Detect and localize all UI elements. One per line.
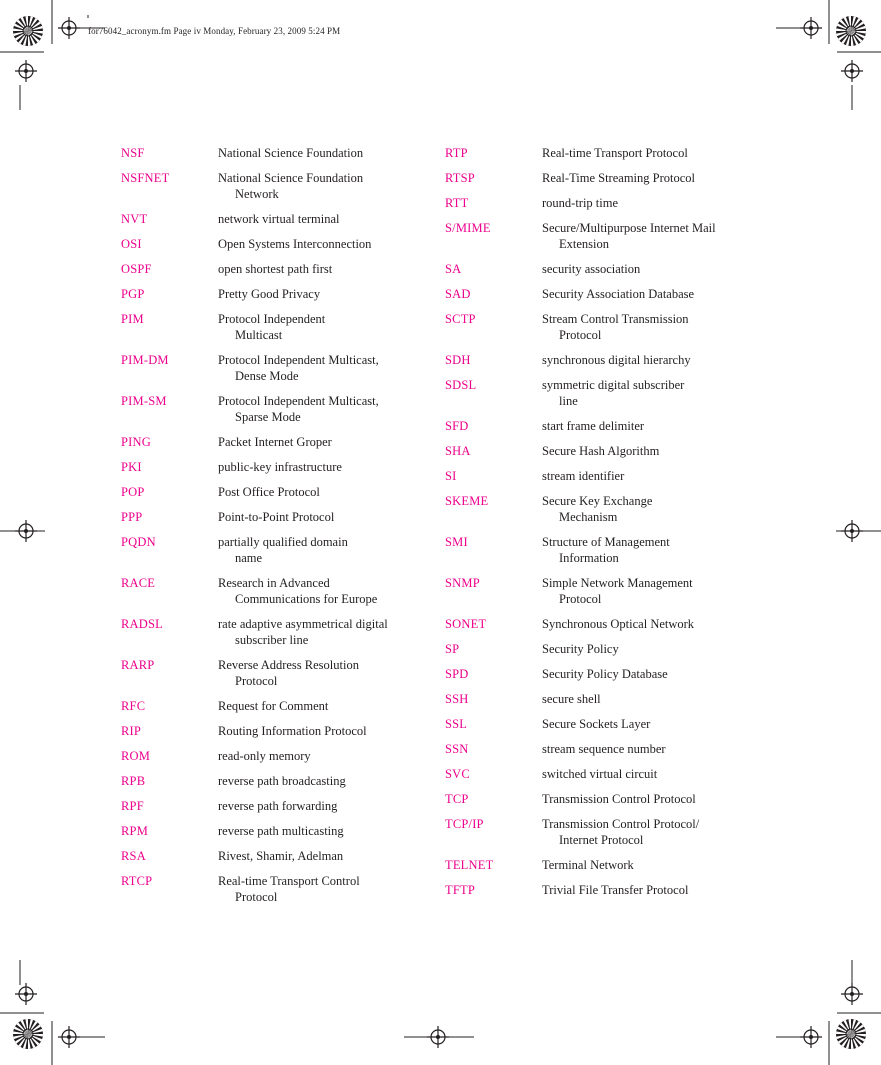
- acronym-entry: [121, 823, 421, 839]
- acronym-abbreviation: RIP: [121, 724, 142, 738]
- acronym-definition: [542, 575, 745, 607]
- definition-line: network virtual terminal: [218, 212, 340, 226]
- definition-line: Security Association Database: [542, 287, 695, 301]
- acronym-entry: [445, 261, 745, 277]
- acronym-entry: [445, 575, 745, 607]
- acronym-entry: [121, 211, 421, 227]
- acronym-abbreviation: NSF: [121, 146, 145, 160]
- acronym-entry: [445, 443, 745, 459]
- acronym-entry: [445, 616, 745, 632]
- definition-line: Packet Internet Groper: [218, 435, 332, 449]
- definition-line: Transmission Control Protocol/: [542, 817, 700, 831]
- acronym-entry: [121, 352, 421, 384]
- acronym-definition: [218, 773, 421, 789]
- acronym-entry: [121, 575, 421, 607]
- acronym-definition: [542, 352, 745, 368]
- acronym-entry: [445, 195, 745, 211]
- acronym-definition: [218, 311, 421, 343]
- acronym-abbreviation: PGP: [121, 287, 145, 301]
- acronym-definition: [542, 534, 745, 566]
- acronym-abbreviation: SSH: [445, 692, 469, 706]
- starburst-target-icon: [13, 16, 43, 46]
- acronym-definition: [542, 616, 745, 632]
- definition-line: Routing Information Protocol: [218, 724, 367, 738]
- acronym-definition: [542, 311, 745, 343]
- acronym-abbreviation: PPP: [121, 510, 143, 524]
- acronym-definition: [542, 857, 745, 873]
- definition-continuation: Protocol: [235, 890, 278, 904]
- acronym-abbreviation: SFD: [445, 419, 469, 433]
- definition-line: Secure Hash Algorithm: [542, 444, 660, 458]
- acronym-definition: [218, 352, 421, 384]
- acronym-entry: [445, 641, 745, 657]
- acronym-abbreviation: OSI: [121, 237, 142, 251]
- definition-line: Research in Advanced: [218, 576, 330, 590]
- acronym-definition: [218, 748, 421, 764]
- acronym-definition: [542, 145, 745, 161]
- acronym-entry: [445, 534, 745, 566]
- definition-line: Synchronous Optical Network: [542, 617, 695, 631]
- acronym-abbreviation: SSL: [445, 717, 468, 731]
- definition-line: reverse path multicasting: [218, 824, 344, 838]
- definition-continuation: Internet Protocol: [559, 833, 644, 847]
- definition-continuation: Extension: [559, 237, 609, 251]
- definition-continuation: Protocol: [559, 328, 602, 342]
- acronym-abbreviation: RPB: [121, 774, 146, 788]
- acronym-entry: [445, 145, 745, 161]
- acronym-entry: [445, 816, 745, 848]
- definition-line: open shortest path first: [218, 262, 333, 276]
- acronym-entry: [121, 509, 421, 525]
- acronym-definition: [218, 484, 421, 500]
- acronym-entry: [121, 616, 421, 648]
- definition-line: Terminal Network: [542, 858, 634, 872]
- acronym-abbreviation: SI: [445, 469, 457, 483]
- definition-line: Stream Control Transmission: [542, 312, 689, 326]
- acronym-abbreviation: PIM-DM: [121, 353, 169, 367]
- acronym-entry: [445, 741, 745, 757]
- acronym-abbreviation: S/MIME: [445, 221, 491, 235]
- definition-continuation: Mechanism: [559, 510, 618, 524]
- acronym-entry: [121, 393, 421, 425]
- acronym-definition: [218, 509, 421, 525]
- acronym-entry: [445, 468, 745, 484]
- acronym-abbreviation: RSA: [121, 849, 146, 863]
- acronym-abbreviation: TFTP: [445, 883, 475, 897]
- acronym-abbreviation: PING: [121, 435, 151, 449]
- acronym-definition: [218, 823, 421, 839]
- definition-line: Protocol Independent Multicast,: [218, 353, 379, 367]
- acronym-definition: [218, 261, 421, 277]
- acronym-definition: [542, 816, 745, 848]
- acronym-definition: [542, 261, 745, 277]
- acronym-definition: [542, 766, 745, 782]
- acronym-entry: [445, 766, 745, 782]
- definition-line: Secure Sockets Layer: [542, 717, 651, 731]
- definition-line: Real-time Transport Control: [218, 874, 360, 888]
- acronym-abbreviation: SONET: [445, 617, 487, 631]
- acronym-definition: [542, 443, 745, 459]
- acronym-entry: [445, 882, 745, 898]
- acronym-abbreviation: SVC: [445, 767, 470, 781]
- acronym-definition: [218, 236, 421, 252]
- acronym-abbreviation: RFC: [121, 699, 146, 713]
- acronym-abbreviation: TCP/IP: [445, 817, 484, 831]
- definition-line: Security Policy Database: [542, 667, 668, 681]
- acronym-entry: [121, 170, 421, 202]
- acronym-entry: [445, 170, 745, 186]
- acronym-abbreviation: RADSL: [121, 617, 163, 631]
- definition-continuation: line: [559, 394, 578, 408]
- acronym-entry: [121, 434, 421, 450]
- acronym-entry: [121, 698, 421, 714]
- acronym-abbreviation: PIM: [121, 312, 144, 326]
- acronym-definition: [542, 641, 745, 657]
- definition-continuation: name: [235, 551, 263, 565]
- acronym-definition: [218, 657, 421, 689]
- definition-line: Transmission Control Protocol: [542, 792, 696, 806]
- acronym-entry: [121, 657, 421, 689]
- acronym-definition: [218, 459, 421, 475]
- acronym-abbreviation: SAD: [445, 287, 471, 301]
- definition-line: Point-to-Point Protocol: [218, 510, 335, 524]
- acronym-entry: [121, 261, 421, 277]
- definition-line: Simple Network Management: [542, 576, 693, 590]
- starburst-target-icon: [836, 1019, 866, 1049]
- definition-line: read-only memory: [218, 749, 311, 763]
- acronym-definition: [542, 493, 745, 525]
- acronym-abbreviation: POP: [121, 485, 145, 499]
- acronym-abbreviation: RTT: [445, 196, 469, 210]
- definition-line: symmetric digital subscriber: [542, 378, 685, 392]
- acronym-abbreviation: RPF: [121, 799, 144, 813]
- starburst-target-icon: [13, 1019, 43, 1049]
- page-header: for76042_acronym.fm Page iv Monday, February 23, 2009 5:24 PM: [88, 26, 341, 36]
- acronym-definition: [542, 716, 745, 732]
- acronym-entry: [445, 286, 745, 302]
- definition-line: synchronous digital hierarchy: [542, 353, 691, 367]
- acronym-entry: [121, 848, 421, 864]
- acronym-abbreviation: PQDN: [121, 535, 156, 549]
- acronym-entry: [445, 352, 745, 368]
- definition-line: reverse path broadcasting: [218, 774, 346, 788]
- acronym-definition: [542, 666, 745, 682]
- acronym-definition: [218, 616, 421, 648]
- definition-continuation: Protocol: [235, 674, 278, 688]
- definition-line: secure shell: [542, 692, 601, 706]
- definition-line: round-trip time: [542, 196, 619, 210]
- acronym-definition: [218, 211, 421, 227]
- definition-line: National Science Foundation: [218, 171, 364, 185]
- definition-line: Protocol Independent: [218, 312, 326, 326]
- acronym-entry: [121, 534, 421, 566]
- acronym-definition: [218, 873, 421, 905]
- acronym-abbreviation: SNMP: [445, 576, 480, 590]
- acronym-definition: [218, 434, 421, 450]
- definition-line: Post Office Protocol: [218, 485, 320, 499]
- definition-line: reverse path forwarding: [218, 799, 338, 813]
- definition-continuation: Network: [235, 187, 279, 201]
- acronym-abbreviation: SP: [445, 642, 460, 656]
- acronym-entry: [445, 691, 745, 707]
- definition-line: Real-Time Streaming Protocol: [542, 171, 695, 185]
- acronym-definition: [542, 377, 745, 409]
- definition-line: Structure of Management: [542, 535, 670, 549]
- definition-line: stream sequence number: [542, 742, 666, 756]
- acronym-abbreviation: SMI: [445, 535, 468, 549]
- acronym-entry: [121, 773, 421, 789]
- definition-line: Reverse Address Resolution: [218, 658, 359, 672]
- acronym-definition: [218, 170, 421, 202]
- acronym-entry: [121, 798, 421, 814]
- acronym-abbreviation: SA: [445, 262, 462, 276]
- definition-line: switched virtual circuit: [542, 767, 658, 781]
- acronym-entry: [445, 493, 745, 525]
- acronym-abbreviation: NVT: [121, 212, 148, 226]
- acronym-abbreviation: RARP: [121, 658, 155, 672]
- acronym-entry: [445, 311, 745, 343]
- definition-line: security association: [542, 262, 641, 276]
- definition-line: Open Systems Interconnection: [218, 237, 372, 251]
- acronym-entry: [121, 145, 421, 161]
- definition-continuation: Protocol: [559, 592, 602, 606]
- definition-line: public-key infrastructure: [218, 460, 342, 474]
- definition-line: National Science Foundation: [218, 146, 364, 160]
- acronym-entry: [445, 857, 745, 873]
- acronym-abbreviation: SCTP: [445, 312, 476, 326]
- acronym-definition: [542, 791, 745, 807]
- acronym-definition: [218, 848, 421, 864]
- acronym-abbreviation: OSPF: [121, 262, 152, 276]
- acronym-definition: [542, 286, 745, 302]
- acronym-abbreviation: RTP: [445, 146, 468, 160]
- acronym-definition: [218, 723, 421, 739]
- acronym-entry: [445, 791, 745, 807]
- acronym-entry: [445, 220, 745, 252]
- definition-line: Trivial File Transfer Protocol: [542, 883, 689, 897]
- acronym-abbreviation: ROM: [121, 749, 151, 763]
- acronym-abbreviation: PKI: [121, 460, 142, 474]
- acronym-entry: [121, 311, 421, 343]
- acronym-definition: [542, 882, 745, 898]
- acronym-abbreviation: RPM: [121, 824, 149, 838]
- acronym-abbreviation: SHA: [445, 444, 471, 458]
- acronym-abbreviation: SSN: [445, 742, 469, 756]
- definition-continuation: Multicast: [235, 328, 283, 342]
- acronym-abbreviation: SDH: [445, 353, 471, 367]
- acronym-abbreviation: PIM-SM: [121, 394, 167, 408]
- acronym-abbreviation: TELNET: [445, 858, 494, 872]
- acronym-abbreviation: RTSP: [445, 171, 475, 185]
- acronym-definition: [218, 575, 421, 607]
- acronym-definition: [542, 741, 745, 757]
- acronym-entry: [445, 377, 745, 409]
- definition-line: Rivest, Shamir, Adelman: [218, 849, 344, 863]
- acronym-entry: [121, 873, 421, 905]
- acronym-entry: [445, 666, 745, 682]
- acronym-definition: [218, 286, 421, 302]
- definition-line: Secure Key Exchange: [542, 494, 653, 508]
- acronym-definition: [542, 220, 745, 252]
- definition-line: Secure/Multipurpose Internet Mail: [542, 221, 716, 235]
- definition-line: Protocol Independent Multicast,: [218, 394, 379, 408]
- acronym-entry: [121, 484, 421, 500]
- definition-line: stream identifier: [542, 469, 625, 483]
- definition-continuation: Communications for Europe: [235, 592, 378, 606]
- acronym-entry: [121, 748, 421, 764]
- definition-line: start frame delimiter: [542, 419, 645, 433]
- acronym-abbreviation: RTCP: [121, 874, 153, 888]
- definition-continuation: subscriber line: [235, 633, 309, 647]
- acronym-definition: [542, 195, 745, 211]
- acronym-definition: [542, 170, 745, 186]
- definition-continuation: Information: [559, 551, 619, 565]
- acronym-abbreviation: TCP: [445, 792, 469, 806]
- acronym-entry: [445, 418, 745, 434]
- definition-line: rate adaptive asymmetrical digital: [218, 617, 388, 631]
- acronym-abbreviation: SDSL: [445, 378, 477, 392]
- starburst-target-icon: [836, 16, 866, 46]
- acronym-definition: [218, 145, 421, 161]
- acronym-definition: [218, 534, 421, 566]
- acronym-definition: [542, 468, 745, 484]
- acronym-definition: [542, 418, 745, 434]
- definition-line: partially qualified domain: [218, 535, 348, 549]
- definition-line: Security Policy: [542, 642, 619, 656]
- acronym-definition: [218, 393, 421, 425]
- acronym-abbreviation: RACE: [121, 576, 156, 590]
- acronym-definition: [542, 691, 745, 707]
- acronym-entry: [121, 723, 421, 739]
- acronym-entry: [121, 459, 421, 475]
- definition-continuation: Sparse Mode: [235, 410, 301, 424]
- acronym-entry: [121, 286, 421, 302]
- acronym-entry: [121, 236, 421, 252]
- acronym-abbreviation: NSFNET: [121, 171, 170, 185]
- acronym-abbreviation: SKEME: [445, 494, 489, 508]
- acronym-entry: [445, 716, 745, 732]
- definition-line: Pretty Good Privacy: [218, 287, 321, 301]
- acronym-definition: [218, 698, 421, 714]
- acronym-abbreviation: SPD: [445, 667, 469, 681]
- definition-line: Real-time Transport Protocol: [542, 146, 688, 160]
- acronym-definition: [218, 798, 421, 814]
- definition-line: Request for Comment: [218, 699, 329, 713]
- definition-continuation: Dense Mode: [235, 369, 299, 383]
